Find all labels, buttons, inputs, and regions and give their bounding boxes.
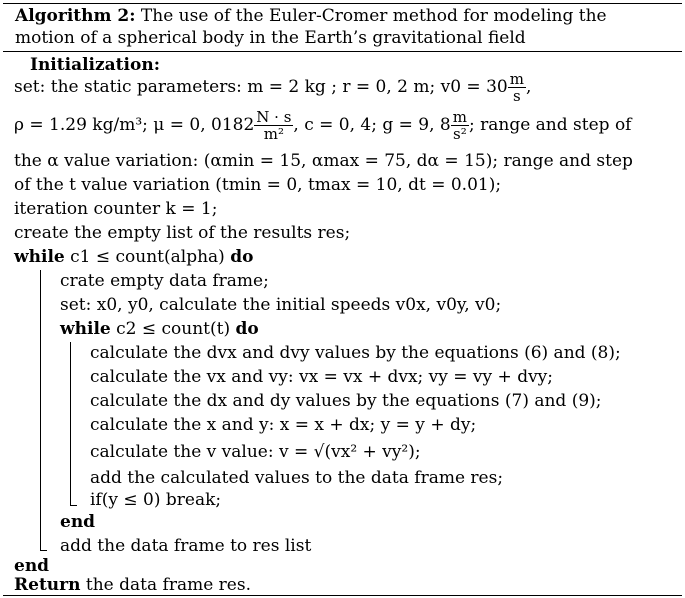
params-text-1: set: the static parameters: m = 2 kg ; r = 0, 2 m; v0 = 30	[14, 77, 508, 97]
line-9: set: x0, y0, calculate the initial speeds v0x, v0y, v0;	[60, 295, 502, 315]
return-line	[14, 575, 251, 595]
line-12: calculate the vx and vy: vx = vx + dvx; vy = vy + dvy;	[90, 367, 554, 387]
algorithm-title-1: The use of the Euler-Cromer method for modeling the	[140, 6, 607, 26]
algorithm-title-line2	[15, 28, 526, 48]
top-rule	[3, 3, 682, 4]
init-heading: Initialization:	[30, 55, 160, 75]
inner-loop-bar	[70, 342, 71, 505]
end-inner: end	[60, 512, 96, 532]
do-keyword: do	[230, 247, 254, 267]
params-line-2	[14, 108, 631, 142]
line-13: calculate the dx and dy values by the equations (7) and (9);	[90, 391, 602, 411]
frac-den: s²	[451, 125, 469, 142]
params-line-3: the α value variation: (αmin = 15, αmax = 75, dα = 15); range and step	[14, 151, 633, 171]
line-15: calculate the v value: v = √(vx² + vy²);	[90, 442, 421, 462]
line-19: add the data frame to res list	[60, 536, 312, 556]
return-keyword: Return	[14, 575, 81, 595]
line-14: calculate the x and y: x = x + dx; y = y + dy;	[90, 415, 477, 435]
frac-num: N · s	[256, 108, 292, 126]
title-rule	[3, 51, 682, 52]
end-outer: end	[14, 556, 50, 576]
params-line-4: of the t value variation (tmin = 0, tmax = 10, dt = 0.01);	[14, 175, 502, 195]
algorithm-title-line1	[15, 6, 607, 26]
line-11: calculate the dvx and dvy values by the equations (6) and (8);	[90, 343, 621, 363]
frac-den: m²	[254, 125, 293, 142]
line-17: if(y ≤ 0) break;	[90, 490, 222, 510]
params-line-6: create the empty list of the results res;	[14, 223, 351, 243]
params-line-1: set: the static parameters: m = 2 kg ; r = 0, 2 m; v0 = 30 $\frac{m}{s}$ ,	[14, 70, 532, 105]
frac-den: s	[508, 87, 526, 104]
algorithm-label: Algorithm 2:	[15, 6, 136, 26]
params-text-2c: ; range and step of	[468, 115, 632, 135]
while-condition: c2 ≤ count(t)	[116, 319, 231, 339]
params-text-2a: ρ = 1.29 kg/m³; μ = 0, 0182	[14, 115, 255, 135]
while-keyword: while	[60, 319, 111, 339]
while-outer	[14, 247, 253, 267]
unit-fraction-m-s2	[451, 109, 469, 142]
outer-loop-tick	[40, 550, 47, 551]
while-keyword: while	[14, 247, 65, 267]
inner-loop-tick	[70, 505, 77, 506]
params-line-5: iteration counter k = 1;	[14, 199, 218, 219]
unit-fraction-ms	[508, 71, 526, 104]
unit-fraction-ns-m2	[254, 109, 293, 142]
bottom-rule	[3, 595, 682, 596]
frac-num: m	[452, 108, 467, 126]
algorithm-title-2: motion of a spherical body in the Earth’s gravitational field	[15, 28, 526, 48]
outer-loop-bar	[40, 270, 41, 550]
line-8: crate empty data frame;	[60, 271, 269, 291]
line-16: add the calculated values to the data frame res;	[90, 468, 504, 488]
params-text-2b: , c = 0, 4; g = 9, 8	[293, 115, 451, 135]
do-keyword: do	[235, 319, 259, 339]
frac-num: m	[509, 70, 524, 88]
while-condition: c1 ≤ count(alpha)	[70, 247, 225, 267]
return-text: the data frame res.	[85, 575, 251, 595]
while-inner	[60, 319, 259, 339]
